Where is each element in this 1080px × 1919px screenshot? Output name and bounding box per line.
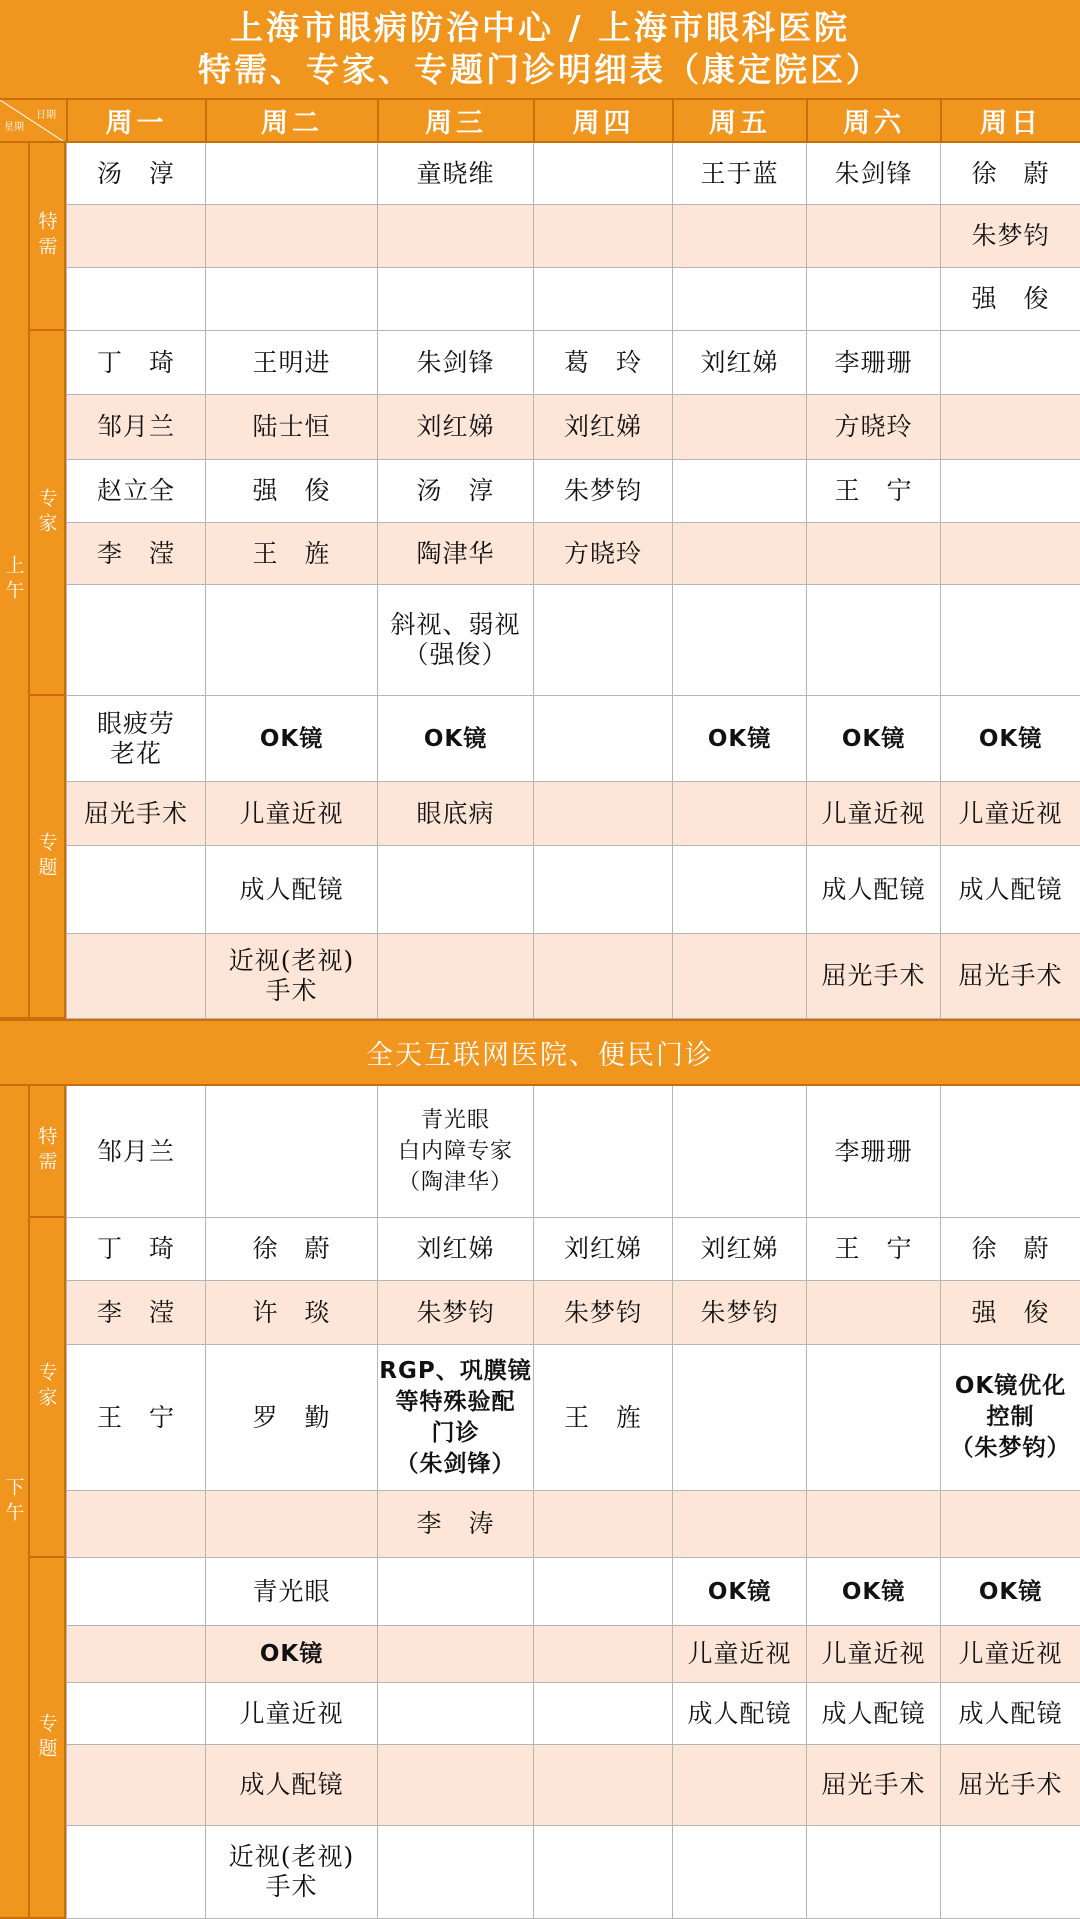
schedule-cell: 徐 蔚	[205, 1218, 377, 1281]
afternoon-label-text: 下午	[2, 1476, 25, 1527]
afternoon-group-label-text: 专题	[35, 1712, 58, 1763]
schedule-cell	[205, 585, 377, 696]
schedule-cell: 刘红娣	[672, 331, 806, 395]
schedule-cell	[66, 934, 205, 1019]
schedule-cell	[66, 846, 205, 934]
schedule-cell	[533, 1558, 672, 1626]
schedule-cell	[66, 1745, 205, 1826]
schedule-cell	[533, 268, 672, 331]
schedule-cell: OK镜	[377, 696, 533, 782]
schedule-cell	[672, 205, 806, 268]
schedule-cell	[672, 1345, 806, 1491]
page-title	[0, 0, 1080, 100]
schedule-cell: 强 俊	[940, 268, 1080, 331]
schedule-cell: 汤 淳	[66, 143, 205, 205]
afternoon-group-label-text: 特需	[35, 1126, 58, 1176]
morning-group-label-1	[30, 331, 66, 696]
afternoon-group-label-2	[30, 1558, 66, 1919]
schedule-cell: 徐 蔚	[940, 1218, 1080, 1281]
afternoon-group-label-1	[30, 1218, 66, 1558]
schedule-cell: 王 宁	[806, 1218, 940, 1281]
schedule-cell	[806, 1281, 940, 1345]
morning-group-label-0	[30, 143, 66, 331]
schedule-cell: 儿童近视	[205, 782, 377, 846]
schedule-cell: 李 滢	[66, 1281, 205, 1345]
schedule-cell: 儿童近视	[940, 782, 1080, 846]
schedule-cell	[377, 1683, 533, 1745]
schedule-cell	[672, 782, 806, 846]
schedule-cell	[66, 268, 205, 331]
schedule-cell	[533, 143, 672, 205]
schedule-cell: 李珊珊	[806, 331, 940, 395]
corner-date-label: 日期	[36, 110, 56, 121]
schedule-cell: OK镜	[672, 696, 806, 782]
schedule-cell	[205, 268, 377, 331]
schedule-cell: 强 俊	[940, 1281, 1080, 1345]
morning-group-label-text: 专家	[35, 487, 58, 538]
schedule-cell	[940, 1826, 1080, 1919]
schedule-cell: 刘红娣	[377, 1218, 533, 1281]
schedule-cell: OK镜	[205, 696, 377, 782]
schedule-cell	[377, 268, 533, 331]
schedule-cell: 强 俊	[205, 460, 377, 523]
schedule-cell: 赵立全	[66, 460, 205, 523]
schedule-cell: 儿童近视	[806, 782, 940, 846]
schedule-cell: 葛 玲	[533, 331, 672, 395]
schedule-cell	[533, 696, 672, 782]
schedule-cell: 王 旌	[533, 1345, 672, 1491]
schedule-cell: 近视(老视) 手术	[205, 934, 377, 1019]
schedule-cell	[377, 1558, 533, 1626]
schedule-cell	[672, 523, 806, 585]
schedule-cell: OK镜	[940, 1558, 1080, 1626]
schedule-cell: 眼疲劳 老花	[66, 696, 205, 782]
schedule-cell: 朱剑锋	[806, 143, 940, 205]
afternoon-group-label-text: 专家	[35, 1362, 58, 1412]
schedule-cell: 青光眼 白内障专家 （陶津华）	[377, 1086, 533, 1218]
schedule-cell: 方晓玲	[806, 395, 940, 460]
schedule-cell	[205, 1086, 377, 1218]
schedule-cell: 李 滢	[66, 523, 205, 585]
schedule-cell	[205, 1491, 377, 1558]
schedule-cell	[940, 331, 1080, 395]
schedule-cell	[672, 1491, 806, 1558]
schedule-cell	[66, 1558, 205, 1626]
schedule-cell	[533, 205, 672, 268]
schedule-cell: 陆士恒	[205, 395, 377, 460]
schedule-cell	[806, 1826, 940, 1919]
schedule-cell: 成人配镜	[940, 846, 1080, 934]
section-banner: 全天互联网医院、便民门诊	[0, 1019, 1080, 1086]
schedule-cell	[806, 585, 940, 696]
schedule-cell: 眼底病	[377, 782, 533, 846]
schedule-cell	[940, 585, 1080, 696]
schedule-cell	[672, 460, 806, 523]
morning-group-label-text: 专题	[35, 831, 58, 882]
schedule-cell	[66, 205, 205, 268]
schedule-cell: OK镜	[672, 1558, 806, 1626]
schedule-cell	[672, 1745, 806, 1826]
schedule-cell: 王于蓝	[672, 143, 806, 205]
day-header-1: 周一	[66, 100, 205, 143]
schedule-cell	[66, 1491, 205, 1558]
schedule-cell	[377, 1826, 533, 1919]
schedule-cell: 儿童近视	[806, 1626, 940, 1683]
day-header-3: 周三	[377, 100, 533, 143]
schedule-cell: 刘红娣	[672, 1218, 806, 1281]
morning-group-label-text: 特需	[35, 211, 58, 261]
schedule-cell	[940, 523, 1080, 585]
schedule-cell	[377, 1626, 533, 1683]
schedule-cell: 罗 勤	[205, 1345, 377, 1491]
schedule-cell	[205, 205, 377, 268]
schedule-cell: 屈光手术	[940, 1745, 1080, 1826]
schedule-cell: 成人配镜	[205, 846, 377, 934]
schedule-cell	[533, 1491, 672, 1558]
schedule-cell: 童晓维	[377, 143, 533, 205]
schedule-cell: 儿童近视	[672, 1626, 806, 1683]
schedule-cell: 成人配镜	[940, 1683, 1080, 1745]
schedule-cell	[66, 1683, 205, 1745]
schedule-cell	[533, 782, 672, 846]
schedule-cell: OK镜	[205, 1626, 377, 1683]
schedule-cell: 刘红娣	[377, 395, 533, 460]
schedule-cell: OK镜	[806, 696, 940, 782]
schedule-cell: 斜视、弱视 （强俊）	[377, 585, 533, 696]
schedule-cell	[533, 1745, 672, 1826]
schedule-cell	[940, 395, 1080, 460]
schedule-cell: 王 旌	[205, 523, 377, 585]
schedule-cell	[533, 934, 672, 1019]
schedule-cell: 丁 琦	[66, 331, 205, 395]
schedule-cell	[672, 585, 806, 696]
schedule-cell: 成人配镜	[205, 1745, 377, 1826]
schedule-cell	[806, 523, 940, 585]
schedule-cell	[672, 846, 806, 934]
schedule-cell	[940, 1086, 1080, 1218]
schedule-cell	[806, 1345, 940, 1491]
corner-weekday-label: 星期	[4, 122, 24, 133]
title-line-1: 上海市眼病防治中心 / 上海市眼科医院	[229, 8, 851, 47]
schedule-cell	[533, 1086, 672, 1218]
schedule-cell: 陶津华	[377, 523, 533, 585]
corner-diagonal	[0, 100, 66, 143]
schedule-cell: 徐 蔚	[940, 143, 1080, 205]
schedule-cell	[377, 934, 533, 1019]
schedule-cell: 成人配镜	[672, 1683, 806, 1745]
schedule-cell: 邹月兰	[66, 395, 205, 460]
day-header-7: 周日	[940, 100, 1080, 143]
schedule-cell: 朱梦钧	[377, 1281, 533, 1345]
schedule-cell	[806, 205, 940, 268]
schedule-cell: 青光眼	[205, 1558, 377, 1626]
schedule-cell: 儿童近视	[940, 1626, 1080, 1683]
schedule-cell	[377, 846, 533, 934]
morning-label-text: 上午	[2, 555, 25, 605]
schedule-cell: 朱梦钧	[533, 1281, 672, 1345]
schedule-cell	[672, 934, 806, 1019]
schedule-cell: 刘红娣	[533, 395, 672, 460]
schedule-cell: 屈光手术	[806, 934, 940, 1019]
schedule-cell: 王 宁	[66, 1345, 205, 1491]
schedule-cell	[806, 268, 940, 331]
schedule-cell	[66, 585, 205, 696]
schedule-cell: 李 涛	[377, 1491, 533, 1558]
schedule-cell: 儿童近视	[205, 1683, 377, 1745]
schedule-cell	[672, 1086, 806, 1218]
schedule-cell: OK镜优化 控制 （朱梦钧）	[940, 1345, 1080, 1491]
schedule-cell	[533, 1826, 672, 1919]
schedule-cell: 邹月兰	[66, 1086, 205, 1218]
schedule-cell: 成人配镜	[806, 846, 940, 934]
schedule-cell	[940, 460, 1080, 523]
corner-header	[0, 100, 66, 143]
schedule-cell: 屈光手术	[806, 1745, 940, 1826]
schedule-cell	[66, 1626, 205, 1683]
schedule-cell	[377, 1745, 533, 1826]
schedule-cell: 王明进	[205, 331, 377, 395]
day-header-6: 周六	[806, 100, 940, 143]
afternoon-group-label-0	[30, 1086, 66, 1218]
schedule-cell	[533, 846, 672, 934]
schedule-cell	[672, 1826, 806, 1919]
schedule-cell: 朱梦钧	[533, 460, 672, 523]
afternoon-label	[0, 1086, 30, 1919]
schedule-cell: 王 宁	[806, 460, 940, 523]
schedule-cell	[533, 585, 672, 696]
schedule-cell	[66, 1826, 205, 1919]
schedule-cell: OK镜	[940, 696, 1080, 782]
schedule-cell	[940, 1491, 1080, 1558]
schedule-cell: 刘红娣	[533, 1218, 672, 1281]
schedule-cell: 朱梦钧	[672, 1281, 806, 1345]
schedule-cell: 丁 琦	[66, 1218, 205, 1281]
schedule-cell: 汤 淳	[377, 460, 533, 523]
schedule-cell: 屈光手术	[66, 782, 205, 846]
schedule-cell	[806, 1491, 940, 1558]
schedule-cell	[377, 205, 533, 268]
schedule-cell: 李珊珊	[806, 1086, 940, 1218]
schedule-cell: 方晓玲	[533, 523, 672, 585]
day-header-4: 周四	[533, 100, 672, 143]
schedule-cell: 近视(老视) 手术	[205, 1826, 377, 1919]
schedule-cell: 屈光手术	[940, 934, 1080, 1019]
schedule-cell	[672, 268, 806, 331]
schedule-cell: 朱梦钧	[940, 205, 1080, 268]
schedule-cell: 朱剑锋	[377, 331, 533, 395]
schedule-cell: 成人配镜	[806, 1683, 940, 1745]
schedule-cell	[205, 143, 377, 205]
morning-group-label-2	[30, 696, 66, 1019]
day-header-5: 周五	[672, 100, 806, 143]
schedule-cell: OK镜	[806, 1558, 940, 1626]
day-header-2: 周二	[205, 100, 377, 143]
schedule-cell	[533, 1626, 672, 1683]
morning-label	[0, 143, 30, 1019]
title-line-2: 特需、专家、专题门诊明细表（康定院区）	[198, 50, 882, 89]
schedule-cell: RGP、巩膜镜 等特殊验配 门诊 （朱剑锋）	[377, 1345, 533, 1491]
schedule-cell	[672, 395, 806, 460]
schedule-cell: 许 琰	[205, 1281, 377, 1345]
schedule-cell	[533, 1683, 672, 1745]
